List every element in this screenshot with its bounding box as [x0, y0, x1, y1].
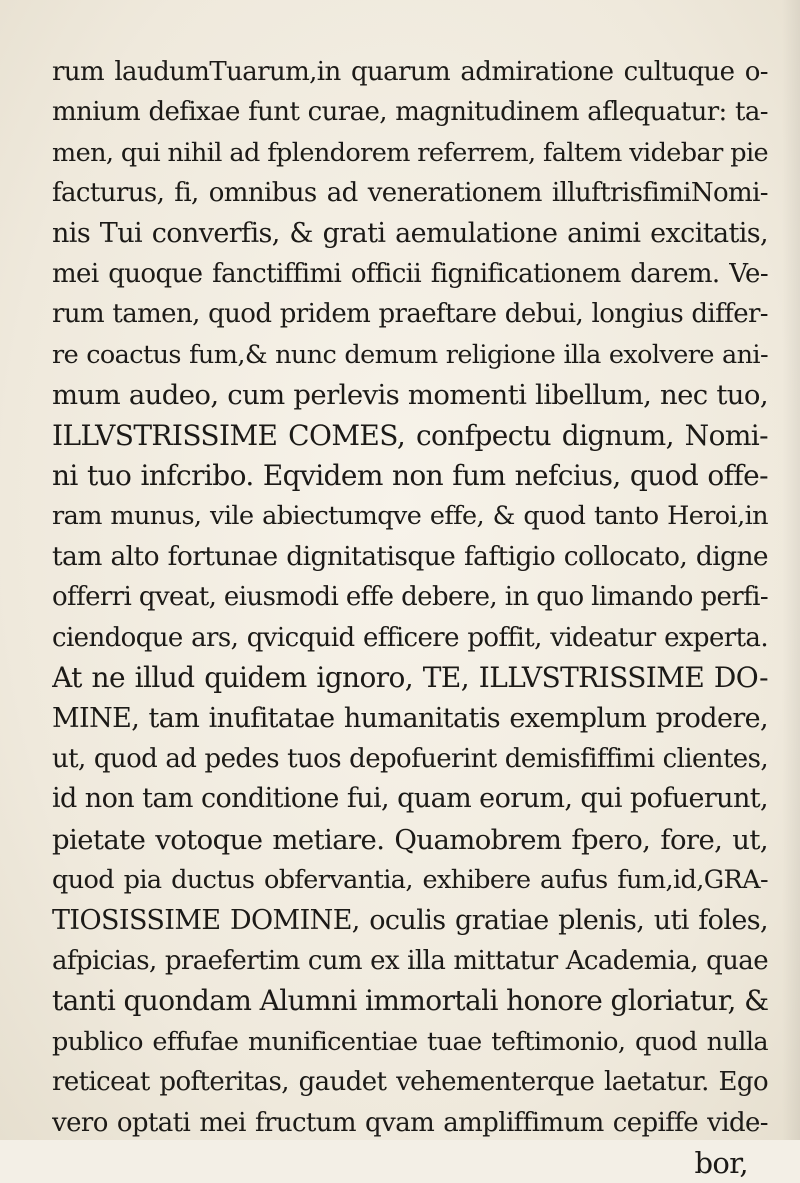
text-line-11: ni tuo infcribo. Eqvidem non fum nefcius, quod offe- — [52, 459, 768, 493]
body-text — [52, 52, 768, 1183]
text-line-24: tanti quondam Alumni immortali honore gloriatur, & — [52, 984, 768, 1018]
text-line-1: rum laudumTuarum,in quarum admiratione cultuque o- — [52, 57, 768, 87]
text-line-3: men, qui nihil ad fplendorem referrem, faltem videbar pie — [52, 137, 768, 168]
page-edge-shadow — [782, 0, 800, 1140]
text-line-27: vero optati mei fructum qvam ampliffimum cepiffe vide- — [52, 1107, 768, 1138]
text-line-17: MINE, tam inufitatae humanitatis exemplum prodere, — [52, 702, 768, 734]
text-line-20: pietate votoque metiare. Quamobrem fpero, fore, ut, — [52, 823, 768, 856]
text-line-13: tam alto fortunae dignitatisque faftigio collocato, digne — [52, 540, 768, 572]
text-line-9: mum audeo, cum perlevis momenti libellum, nec tuo, — [52, 379, 768, 412]
text-line-18: ut, quod ad pedes tuos depofuerint demisfiffimi clientes, — [52, 743, 768, 774]
text-line-5: nis Tui converfis, & grati aemulatione animi excitatis, — [52, 217, 768, 249]
text-line-26: reticeat pofteritas, gaudet vehementerque laetatur. Ego — [52, 1067, 768, 1098]
text-line-12: ram munus, vile abiectumqve effe, & quod tanto Heroi,in — [52, 501, 768, 532]
text-line-22: TIOSISSIME DOMINE, oculis gratiae plenis, uti foles, — [52, 904, 768, 936]
text-line-2: mnium defixae funt curae, magnitudinem aflequatur: ta- — [52, 97, 768, 128]
text-line-23: afpicias, praefertim cum ex illa mittatur Academia, quae — [52, 945, 768, 976]
text-line-19: id non tam conditione fui, quam eorum, qui pofuerunt, — [52, 783, 768, 815]
text-line-14: offerri qveat, eiusmodi effe debere, in quo limando perfi- — [52, 582, 768, 613]
text-line-25: publico effufae munificentiae tuae teftimonio, quod nulla — [52, 1026, 768, 1057]
text-line-21: quod pia ductus obfervantia, exhibere aufus fum,id,GRA- — [52, 865, 768, 896]
text-line-4: facturus, fi, omnibus ad venerationem illuftrisfimiNomi- — [52, 178, 768, 209]
text-line-6: mei quoque fanctiffimi officii fignificationem darem. Ve- — [52, 259, 768, 290]
text-line-10: ILLVSTRISSIME COMES, confpectu dignum, Nomi- — [52, 418, 768, 452]
text-line-16: At ne illud quidem ignoro, TE, ILLVSTRISSIME DO- — [52, 661, 768, 695]
text-line-15: ciendoque ars, qvicquid efficere poffit, videatur experta. — [52, 622, 768, 653]
text-line-7: rum tamen, quod pridem praeftare debui, longius differ- — [52, 299, 768, 330]
catchword: bor, — [694, 1145, 748, 1180]
text-line-8: re coactus fum,& nunc demum religione illa exolvere ani- — [52, 339, 768, 370]
